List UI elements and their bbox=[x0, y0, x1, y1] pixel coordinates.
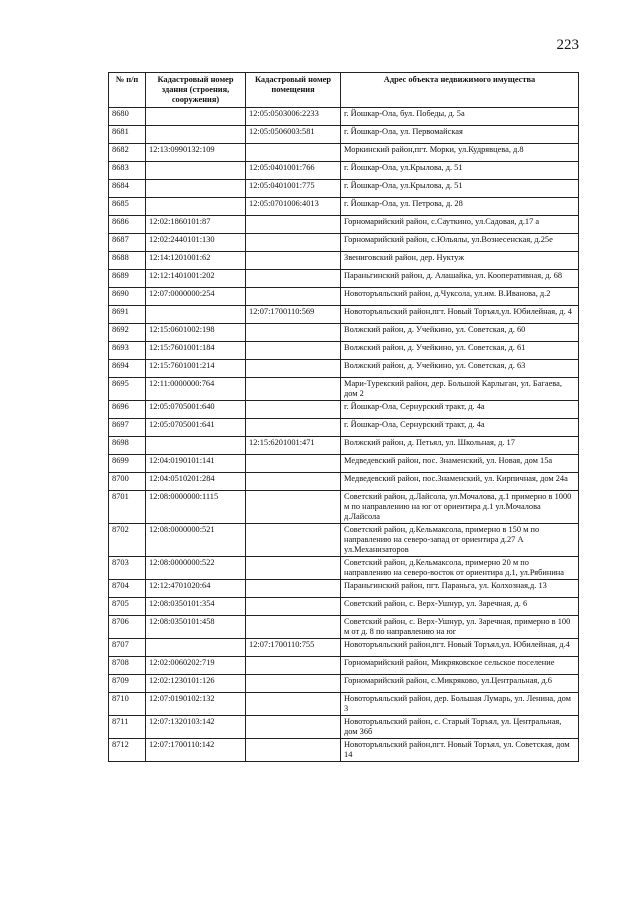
building-cadastral-cell: 12:02:1860101:87 bbox=[146, 216, 246, 234]
address-cell: Моркинский район,пгт. Морки, ул.Кудрявцева, д.8 bbox=[341, 144, 579, 162]
table-header-row bbox=[109, 73, 579, 108]
row-number-cell: 8691 bbox=[109, 306, 146, 324]
row-number-cell: 8694 bbox=[109, 360, 146, 378]
building-cadastral-cell bbox=[146, 437, 246, 455]
header-building-cadastral: Кадастровый номер здания (строения, сооружения) bbox=[146, 73, 246, 108]
building-cadastral-cell: 12:08:0350101:354 bbox=[146, 598, 246, 616]
address-cell: Горномарийский район, с.Микряково, ул.Центральная, д.6 bbox=[341, 675, 579, 693]
row-number-cell: 8704 bbox=[109, 580, 146, 598]
building-cadastral-cell bbox=[146, 198, 246, 216]
address-cell: Советский район, с. Верх-Ушнур, ул. Заречная, д. 6 bbox=[341, 598, 579, 616]
room-cadastral-cell bbox=[246, 419, 341, 437]
room-cadastral-cell bbox=[246, 401, 341, 419]
table-row bbox=[109, 216, 579, 234]
building-cadastral-cell: 12:05:0705001:640 bbox=[146, 401, 246, 419]
room-cadastral-cell bbox=[246, 270, 341, 288]
address-cell: Волжский район, д. Петьял, ул. Школьная, д. 17 bbox=[341, 437, 579, 455]
table-row bbox=[109, 234, 579, 252]
header-address: Адрес объекта недвижимого имущества bbox=[341, 73, 579, 108]
building-cadastral-cell: 12:12:1401001:202 bbox=[146, 270, 246, 288]
row-number-cell: 8708 bbox=[109, 657, 146, 675]
building-cadastral-cell: 12:04:0190101:141 bbox=[146, 455, 246, 473]
address-cell: Горномарийский район, с.Юльялы, ул.Вознесенская, д.25е bbox=[341, 234, 579, 252]
table-row bbox=[109, 739, 579, 762]
table-row bbox=[109, 198, 579, 216]
table-row bbox=[109, 126, 579, 144]
building-cadastral-cell: 12:02:0060202:719 bbox=[146, 657, 246, 675]
header-room-cadastral: Кадастровый номер помещения bbox=[246, 73, 341, 108]
row-number-cell: 8710 bbox=[109, 693, 146, 716]
room-cadastral-cell bbox=[246, 716, 341, 739]
row-number-cell: 8707 bbox=[109, 639, 146, 657]
room-cadastral-cell bbox=[246, 693, 341, 716]
address-cell: Новоторъяльский район,пгт. Новый Торъял,ул. Юбилейная, д.4 bbox=[341, 639, 579, 657]
property-registry-table bbox=[108, 72, 579, 762]
building-cadastral-cell: 12:08:0000000:1115 bbox=[146, 491, 246, 524]
address-cell: Горномарийский район, Микряковское сельское поселение bbox=[341, 657, 579, 675]
address-cell: Советский район, д.Лайсола, ул.Мочалова, д.1 примерно в 1000 м по направлению на юг от ориентира д.1 ул.Мочалова д.Лайсола bbox=[341, 491, 579, 524]
row-number-cell: 8685 bbox=[109, 198, 146, 216]
row-number-cell: 8683 bbox=[109, 162, 146, 180]
room-cadastral-cell bbox=[246, 455, 341, 473]
row-number-cell: 8701 bbox=[109, 491, 146, 524]
table-row bbox=[109, 180, 579, 198]
row-number-cell: 8684 bbox=[109, 180, 146, 198]
row-number-cell: 8689 bbox=[109, 270, 146, 288]
table-row bbox=[109, 616, 579, 639]
room-cadastral-cell bbox=[246, 288, 341, 306]
row-number-cell: 8688 bbox=[109, 252, 146, 270]
building-cadastral-cell bbox=[146, 108, 246, 126]
address-cell: Советский район, с. Верх-Ушнур, ул. Заречная, примерно в 100 м от д. 8 по направлению на юг bbox=[341, 616, 579, 639]
address-cell: Медведевский район, пос. Знаменский, ул. Новая, дом 15а bbox=[341, 455, 579, 473]
table-row bbox=[109, 657, 579, 675]
row-number-cell: 8682 bbox=[109, 144, 146, 162]
address-cell: Параньгинский район, пгт. Параньга, ул. Колхозная,д. 13 bbox=[341, 580, 579, 598]
table-row bbox=[109, 598, 579, 616]
room-cadastral-cell bbox=[246, 234, 341, 252]
address-cell: Новоторъяльский район, д.Чуксола, ул.им. В.Иванова, д.2 bbox=[341, 288, 579, 306]
address-cell: Звениговский район, дер. Нуктуж bbox=[341, 252, 579, 270]
address-cell: Волжский район, д. Учейкино, ул. Советская, д. 63 bbox=[341, 360, 579, 378]
address-cell: Советский район, д.Кельмаксола, примерно 20 м по направлению на северо-восток от ориентира д.1, ул.Рябинина bbox=[341, 557, 579, 580]
building-cadastral-cell: 12:07:0000000:254 bbox=[146, 288, 246, 306]
room-cadastral-cell bbox=[246, 491, 341, 524]
room-cadastral-cell bbox=[246, 252, 341, 270]
row-number-cell: 8711 bbox=[109, 716, 146, 739]
row-number-cell: 8706 bbox=[109, 616, 146, 639]
table-row bbox=[109, 716, 579, 739]
address-cell: г. Йошкар-Ола, Сернурский тракт, д. 4а bbox=[341, 419, 579, 437]
room-cadastral-cell bbox=[246, 598, 341, 616]
building-cadastral-cell bbox=[146, 162, 246, 180]
room-cadastral-cell bbox=[246, 557, 341, 580]
header-number: № п/п bbox=[109, 73, 146, 108]
building-cadastral-cell: 12:15:7601001:184 bbox=[146, 342, 246, 360]
table-row bbox=[109, 162, 579, 180]
table-row bbox=[109, 270, 579, 288]
address-cell: Медведевский район, пос.Знаменский, ул. Кирпичная, дом 24а bbox=[341, 473, 579, 491]
address-cell: Волжский район, д. Учейкино, ул. Советская, д. 61 bbox=[341, 342, 579, 360]
building-cadastral-cell: 12:13:0990132:109 bbox=[146, 144, 246, 162]
room-cadastral-cell bbox=[246, 524, 341, 557]
table-row bbox=[109, 306, 579, 324]
room-cadastral-cell: 12:15:6201001:471 bbox=[246, 437, 341, 455]
room-cadastral-cell bbox=[246, 378, 341, 401]
row-number-cell: 8702 bbox=[109, 524, 146, 557]
table-row bbox=[109, 491, 579, 524]
room-cadastral-cell bbox=[246, 675, 341, 693]
table-row bbox=[109, 473, 579, 491]
address-cell: Мари-Турекский район, дер. Большой Карлыган, ул. Багаева, дом 2 bbox=[341, 378, 579, 401]
room-cadastral-cell bbox=[246, 657, 341, 675]
room-cadastral-cell: 12:05:0701006:4013 bbox=[246, 198, 341, 216]
row-number-cell: 8681 bbox=[109, 126, 146, 144]
row-number-cell: 8695 bbox=[109, 378, 146, 401]
room-cadastral-cell bbox=[246, 580, 341, 598]
table-row bbox=[109, 580, 579, 598]
building-cadastral-cell: 12:04:0510201:284 bbox=[146, 473, 246, 491]
row-number-cell: 8705 bbox=[109, 598, 146, 616]
page-number: 223 bbox=[556, 37, 579, 53]
building-cadastral-cell: 12:07:1700110:142 bbox=[146, 739, 246, 762]
address-cell: Новоторъяльский район, дер. Большая Лумарь, ул. Ленина, дом 3 bbox=[341, 693, 579, 716]
building-cadastral-cell: 12:15:7601001:214 bbox=[146, 360, 246, 378]
building-cadastral-cell: 12:11:0000000:764 bbox=[146, 378, 246, 401]
address-cell: г. Йошкар-Ола, ул. Петрова, д. 28 bbox=[341, 198, 579, 216]
table-row bbox=[109, 108, 579, 126]
building-cadastral-cell: 12:15:0601002:198 bbox=[146, 324, 246, 342]
building-cadastral-cell bbox=[146, 126, 246, 144]
room-cadastral-cell: 12:05:0503006:2233 bbox=[246, 108, 341, 126]
building-cadastral-cell: 12:08:0350101:458 bbox=[146, 616, 246, 639]
address-cell: Новоторъяльский район,пгт. Новый Торъял, ул. Советская, дом 14 bbox=[341, 739, 579, 762]
table-row bbox=[109, 144, 579, 162]
table-row bbox=[109, 437, 579, 455]
row-number-cell: 8697 bbox=[109, 419, 146, 437]
row-number-cell: 8692 bbox=[109, 324, 146, 342]
row-number-cell: 8680 bbox=[109, 108, 146, 126]
building-cadastral-cell bbox=[146, 180, 246, 198]
building-cadastral-cell: 12:05:0705001:641 bbox=[146, 419, 246, 437]
room-cadastral-cell bbox=[246, 616, 341, 639]
address-cell: Советский район, д.Кельмаксола, примерно в 150 м по направлению на северо-запад от ориентира д.27 А ул.Механизаторов bbox=[341, 524, 579, 557]
table-row bbox=[109, 401, 579, 419]
address-cell: г. Йошкар-Ола, ул.Крылова, д. 51 bbox=[341, 162, 579, 180]
building-cadastral-cell: 12:02:1230101:126 bbox=[146, 675, 246, 693]
row-number-cell: 8687 bbox=[109, 234, 146, 252]
row-number-cell: 8703 bbox=[109, 557, 146, 580]
table-row bbox=[109, 419, 579, 437]
table-row bbox=[109, 378, 579, 401]
row-number-cell: 8690 bbox=[109, 288, 146, 306]
table-row bbox=[109, 288, 579, 306]
building-cadastral-cell: 12:14:1201001:62 bbox=[146, 252, 246, 270]
row-number-cell: 8698 bbox=[109, 437, 146, 455]
address-cell: г. Йошкар-Ола, бул. Победы, д. 5а bbox=[341, 108, 579, 126]
room-cadastral-cell bbox=[246, 342, 341, 360]
building-cadastral-cell bbox=[146, 306, 246, 324]
table-row bbox=[109, 557, 579, 580]
table-row bbox=[109, 675, 579, 693]
building-cadastral-cell: 12:07:1320103:142 bbox=[146, 716, 246, 739]
table-row bbox=[109, 324, 579, 342]
room-cadastral-cell bbox=[246, 216, 341, 234]
row-number-cell: 8686 bbox=[109, 216, 146, 234]
table-row bbox=[109, 342, 579, 360]
table-row bbox=[109, 455, 579, 473]
row-number-cell: 8709 bbox=[109, 675, 146, 693]
row-number-cell: 8699 bbox=[109, 455, 146, 473]
room-cadastral-cell: 12:05:0506003:581 bbox=[246, 126, 341, 144]
table-row bbox=[109, 693, 579, 716]
address-cell: г. Йошкар-Ола, Сернурский тракт, д. 4а bbox=[341, 401, 579, 419]
room-cadastral-cell bbox=[246, 360, 341, 378]
room-cadastral-cell: 12:07:1700110:755 bbox=[246, 639, 341, 657]
row-number-cell: 8696 bbox=[109, 401, 146, 419]
address-cell: Волжский район, д. Учейкино, ул. Советская, д. 60 bbox=[341, 324, 579, 342]
room-cadastral-cell: 12:07:1700110:569 bbox=[246, 306, 341, 324]
building-cadastral-cell: 12:08:0000000:522 bbox=[146, 557, 246, 580]
building-cadastral-cell: 12:07:0190102:132 bbox=[146, 693, 246, 716]
table-body bbox=[109, 108, 579, 762]
room-cadastral-cell bbox=[246, 324, 341, 342]
address-cell: г. Йошкар-Ола, ул.Крылова, д. 51 bbox=[341, 180, 579, 198]
address-cell: Параньгинский район, д. Алашайка, ул. Кооперативная, д. 68 bbox=[341, 270, 579, 288]
room-cadastral-cell: 12:05:0401001:766 bbox=[246, 162, 341, 180]
table-row bbox=[109, 252, 579, 270]
row-number-cell: 8693 bbox=[109, 342, 146, 360]
address-cell: г. Йошкар-Ола, ул. Первомайская bbox=[341, 126, 579, 144]
address-cell: Новоторъяльский район,пгт. Новый Торъял,ул. Юбилейная, д. 4 bbox=[341, 306, 579, 324]
address-cell: Горномарийский район, с.Сауткино, ул.Садовая, д.17 а bbox=[341, 216, 579, 234]
building-cadastral-cell: 12:02:2440101:130 bbox=[146, 234, 246, 252]
address-cell: Новоторъяльский район, с. Старый Торъял, ул. Центральная, дом 36б bbox=[341, 716, 579, 739]
table-row bbox=[109, 524, 579, 557]
room-cadastral-cell bbox=[246, 144, 341, 162]
room-cadastral-cell bbox=[246, 473, 341, 491]
row-number-cell: 8712 bbox=[109, 739, 146, 762]
row-number-cell: 8700 bbox=[109, 473, 146, 491]
room-cadastral-cell: 12:05:0401001:775 bbox=[246, 180, 341, 198]
room-cadastral-cell bbox=[246, 739, 341, 762]
building-cadastral-cell: 12:08:0000000:521 bbox=[146, 524, 246, 557]
building-cadastral-cell: 12:12:4701020:64 bbox=[146, 580, 246, 598]
table-row bbox=[109, 360, 579, 378]
building-cadastral-cell bbox=[146, 639, 246, 657]
table-row bbox=[109, 639, 579, 657]
